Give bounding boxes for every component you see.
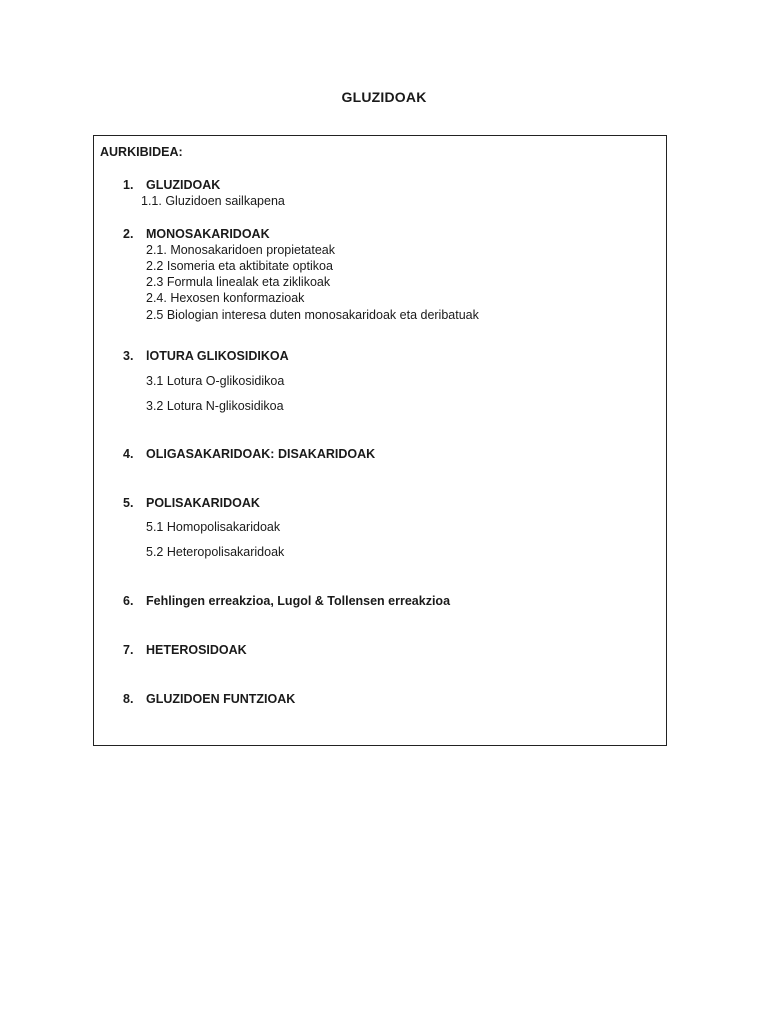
- section-number: 6.: [123, 594, 134, 608]
- subsection-item: 2.3 Formula linealak eta ziklikoak: [146, 275, 331, 289]
- section-title: GLUZIDOAK: [146, 178, 221, 192]
- section-title: Fehlingen erreakzioa, Lugol & Tollensen erreakzioa: [146, 594, 451, 608]
- section-title: lOTURA GLIKOSIDIKOA: [146, 349, 289, 363]
- section-number: 7.: [123, 643, 134, 657]
- section-title: OLIGASAKARIDOAK: DISAKARIDOAK: [146, 447, 376, 461]
- section-number: 5.: [123, 496, 134, 510]
- page-title: GLUZIDOAK: [341, 89, 427, 105]
- subsection-item: 2.2 Isomeria eta aktibitate optikoa: [146, 259, 333, 273]
- section-number: 2.: [123, 227, 134, 241]
- section-title: HETEROSIDOAK: [146, 643, 247, 657]
- subsection-item: 2.5 Biologian interesa duten monosakaridoak eta deribatuak: [146, 308, 479, 322]
- subsection-item: 2.4. Hexosen konformazioak: [146, 291, 305, 305]
- section-number: 3.: [123, 349, 134, 363]
- subsection-item: 3.2 Lotura N-glikosidikoa: [146, 399, 284, 413]
- section-title: POLISAKARIDOAK: [146, 496, 260, 510]
- section-title: MONOSAKARIDOAK: [146, 227, 270, 241]
- table-of-contents: [93, 135, 667, 746]
- section-number: 8.: [123, 692, 134, 706]
- subsection-item: 5.1 Homopolisakaridoak: [146, 520, 281, 534]
- subsection-item: 1.1. Gluzidoen sailkapena: [141, 194, 285, 208]
- toc-label: AURKIBIDEA:: [100, 145, 183, 159]
- section-title: GLUZIDOEN FUNTZIOAK: [146, 692, 296, 706]
- section-number: 1.: [123, 178, 134, 192]
- subsection-item: 5.2 Heteropolisakaridoak: [146, 545, 285, 559]
- subsection-item: 2.1. Monosakaridoen propietateak: [146, 243, 336, 257]
- subsection-item: 3.1 Lotura O-glikosidikoa: [146, 374, 285, 388]
- section-number: 4.: [123, 447, 134, 461]
